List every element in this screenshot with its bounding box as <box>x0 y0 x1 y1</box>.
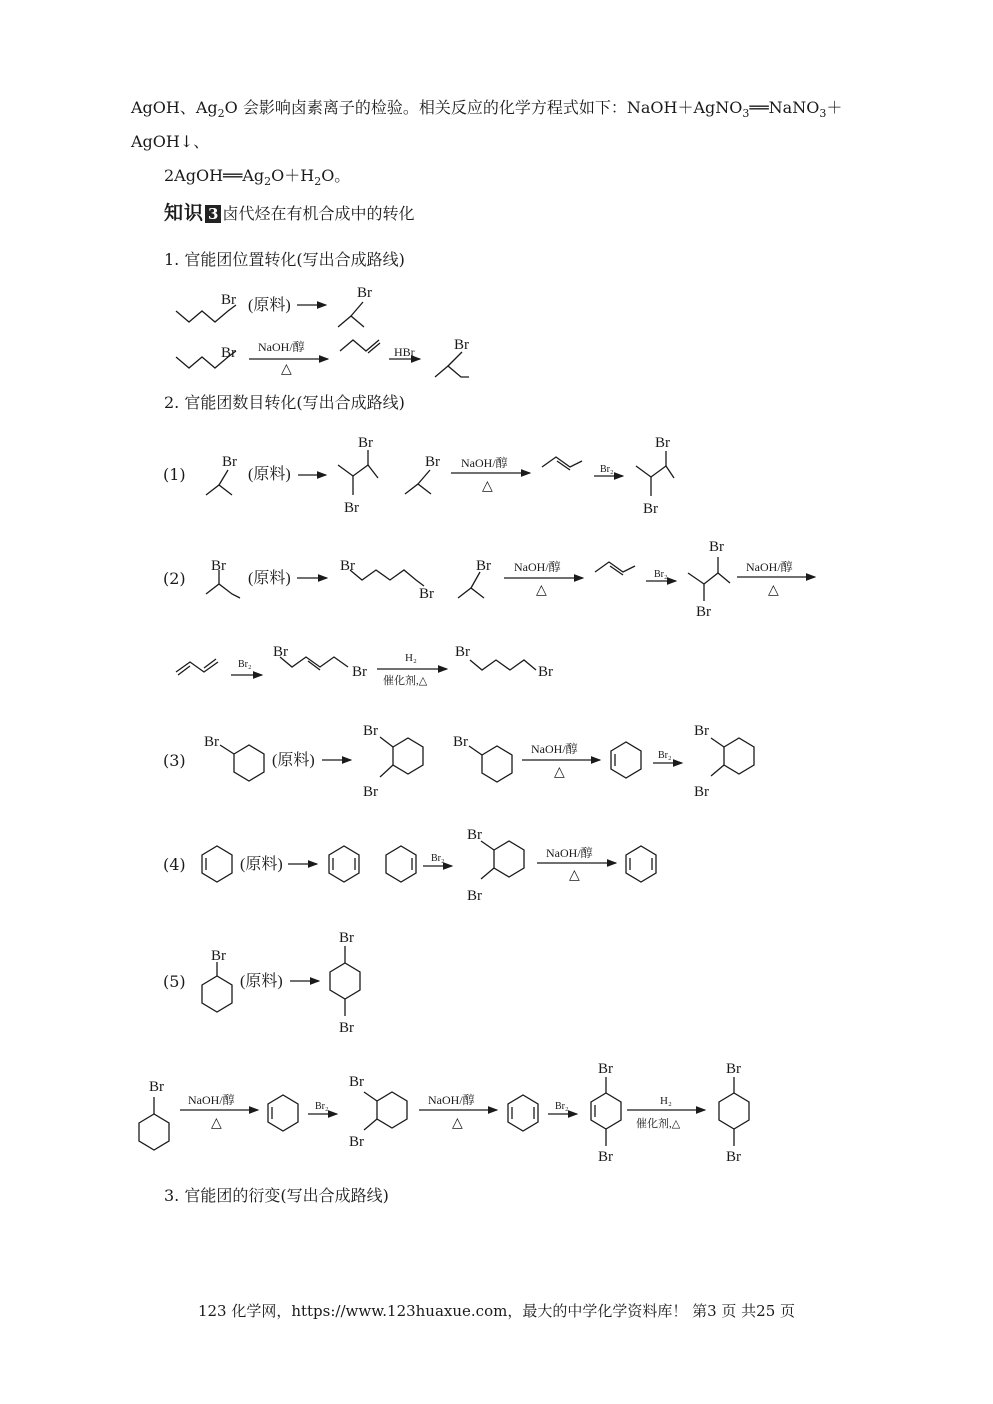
br-label: Br <box>273 644 288 660</box>
br-label: Br <box>425 454 440 470</box>
text-fragment: O。 <box>321 166 351 185</box>
condition-label: 催化剂,△ <box>636 1118 681 1130</box>
br-label: Br <box>363 784 378 800</box>
raw-material-label: (原料) <box>248 570 291 587</box>
subscript: 2 <box>264 175 272 189</box>
item-3-heading: 3. 官能团的衍变(写出合成路线) <box>164 1186 389 1205</box>
reagent-label: Br₂ <box>654 569 668 580</box>
br-label: Br <box>467 827 482 843</box>
molecule-butadiene <box>176 662 218 672</box>
reagent-label: Br₂ <box>555 1101 569 1112</box>
item-2-heading: 2. 官能团数目转化(写出合成路线) <box>164 393 405 412</box>
reagent-label: H₂ <box>405 652 417 664</box>
molecule-bromo <box>206 584 240 598</box>
section-title: 卤代烃在有机合成中的转化 <box>222 204 415 223</box>
br-label: Br <box>454 337 469 353</box>
reagent-label: Br₂ <box>431 853 445 864</box>
bond <box>481 868 494 879</box>
br-label: Br <box>453 734 468 750</box>
molecule-dibromobutane <box>350 570 424 586</box>
bond <box>351 302 363 316</box>
br-label: Br <box>352 664 367 680</box>
reagent-label: Br₂ <box>600 464 614 475</box>
br-label: Br <box>694 784 709 800</box>
cyclohexane-ring <box>719 1093 749 1129</box>
sub-label-5: (5) <box>163 972 186 991</box>
bond <box>368 465 378 478</box>
condition-label: △ <box>768 583 779 598</box>
br-label: Br <box>694 723 709 739</box>
bond <box>418 470 430 484</box>
reagent-label: NaOH/醇 <box>546 846 593 860</box>
double-bond-line <box>178 666 190 675</box>
text-fragment: ══NaNO <box>749 98 820 117</box>
reagent-label: Br₂ <box>238 659 252 670</box>
bond <box>711 738 724 747</box>
subscript: 3 <box>819 107 827 121</box>
cyclohexane-ring <box>377 1092 407 1128</box>
br-label: Br <box>476 558 491 574</box>
br-label: Br <box>344 500 359 516</box>
condition-label: △ <box>554 765 565 780</box>
condition-label: △ <box>211 1116 222 1131</box>
reagent-label: NaOH/醇 <box>461 456 508 470</box>
bond <box>219 470 228 485</box>
sub-label-4: (4) <box>163 855 186 874</box>
raw-material-label: (原料) <box>248 297 291 314</box>
text-fragment: O＋H <box>271 166 315 185</box>
br-label: Br <box>349 1074 364 1090</box>
item-1-heading: 1. 官能团位置转化(写出合成路线) <box>164 250 405 269</box>
br-label: Br <box>598 1061 613 1077</box>
molecule-2-bromopropane <box>206 485 232 495</box>
bond <box>364 1092 377 1101</box>
subscript: 2 <box>314 175 322 189</box>
condition-label: △ <box>569 868 580 883</box>
br-label: Br <box>339 1020 354 1036</box>
molecule-2-bromopropane <box>405 484 431 494</box>
page-footer: 123 化学网，https://www.123huaxue.com，最大的中学化学资料库！ 第3 页 共25 页 <box>197 1302 796 1320</box>
bond <box>469 746 482 755</box>
cyclohexane-ring <box>482 746 512 782</box>
subscript: 3 <box>742 107 750 121</box>
br-label: Br <box>538 664 553 680</box>
br-label: Br <box>221 292 236 308</box>
br-label: Br <box>726 1149 741 1165</box>
molecule-butene <box>595 562 635 572</box>
bond <box>364 1119 377 1130</box>
condition-label: △ <box>482 479 493 494</box>
bond <box>448 352 462 366</box>
molecule-2-bromobutane <box>458 588 484 598</box>
cyclohexane-ring <box>494 841 524 877</box>
bond <box>471 572 480 588</box>
bond <box>380 765 393 777</box>
br-label: Br <box>340 558 355 574</box>
bond <box>380 737 393 747</box>
sub-label-1: (1) <box>163 465 186 484</box>
subscript: 2 <box>217 107 225 121</box>
text-fragment: 2AgOH══Ag <box>164 166 265 185</box>
br-label: Br <box>149 1079 164 1095</box>
text-fragment: AgOH、Ag <box>131 98 218 117</box>
br-label: Br <box>211 558 226 574</box>
condition-label: △ <box>281 362 292 377</box>
raw-material-label: (原料) <box>248 466 291 483</box>
molecule-dibromobutane <box>470 660 536 670</box>
br-label: Br <box>696 604 711 620</box>
cyclohexane-ring <box>202 976 232 1012</box>
molecule-2-bromobutane <box>435 366 469 377</box>
molecule-2-bromobutane <box>338 316 364 327</box>
condition-label: 催化剂,△ <box>383 675 428 687</box>
reagent-label: Br₂ <box>658 750 672 761</box>
reagent-label: NaOH/醇 <box>531 742 578 756</box>
condition-label: △ <box>452 1116 463 1131</box>
br-label: Br <box>363 723 378 739</box>
reagent-label: NaOH/醇 <box>514 560 561 574</box>
br-label: Br <box>357 285 372 301</box>
br-label: Br <box>339 930 354 946</box>
sub-label-2: (2) <box>163 569 186 588</box>
section-number-badge: 3 <box>205 205 221 223</box>
section-prefix: 知识 <box>164 202 205 224</box>
reagent-label: NaOH/醇 <box>746 560 793 574</box>
bond <box>666 466 674 478</box>
condition-label: △ <box>536 583 547 598</box>
br-label: Br <box>358 435 373 451</box>
reagent-label: NaOH/醇 <box>428 1093 475 1107</box>
bond <box>220 745 234 754</box>
cyclohexane-ring <box>393 738 423 774</box>
cyclohexane-ring <box>330 963 360 999</box>
raw-material-label: (原料) <box>272 752 315 769</box>
molecule-dibromo <box>338 465 368 476</box>
reagent-label: H₂ <box>660 1095 672 1107</box>
br-label: Br <box>221 345 236 361</box>
text-fragment: O 会影响卤素离子的检验。相关反应的化学方程式如下：NaOH＋AgNO <box>224 98 743 117</box>
raw-material-label: (原料) <box>240 973 283 990</box>
reagent-label: NaOH/醇 <box>258 340 305 354</box>
reagent-label: HBr <box>394 345 415 359</box>
bond <box>481 841 494 850</box>
cyclohexane-ring <box>724 738 754 774</box>
br-label: Br <box>598 1149 613 1165</box>
br-label: Br <box>222 454 237 470</box>
raw-material-label: (原料) <box>240 856 283 873</box>
br-label: Br <box>655 435 670 451</box>
double-bond-line <box>204 659 216 668</box>
cyclohexane-ring <box>139 1114 169 1150</box>
equation-line-2: AgOH↓、 <box>131 132 210 151</box>
molecule-dibromo <box>636 466 666 477</box>
molecule-dibromo <box>688 573 730 584</box>
reagent-label: NaOH/醇 <box>188 1093 235 1107</box>
br-label: Br <box>349 1134 364 1150</box>
br-label: Br <box>467 888 482 904</box>
br-label: Br <box>455 644 470 660</box>
bond <box>711 765 724 776</box>
molecule-propene <box>542 457 582 467</box>
br-label: Br <box>419 586 434 602</box>
br-label: Br <box>726 1061 741 1077</box>
text-fragment: ＋ <box>826 98 843 117</box>
br-label: Br <box>204 734 219 750</box>
cyclohexane-ring <box>234 745 264 781</box>
br-label: Br <box>709 539 724 555</box>
reagent-label: Br₂ <box>315 1101 329 1112</box>
br-label: Br <box>211 948 226 964</box>
br-label: Br <box>643 501 658 517</box>
sub-label-3: (3) <box>163 751 186 770</box>
